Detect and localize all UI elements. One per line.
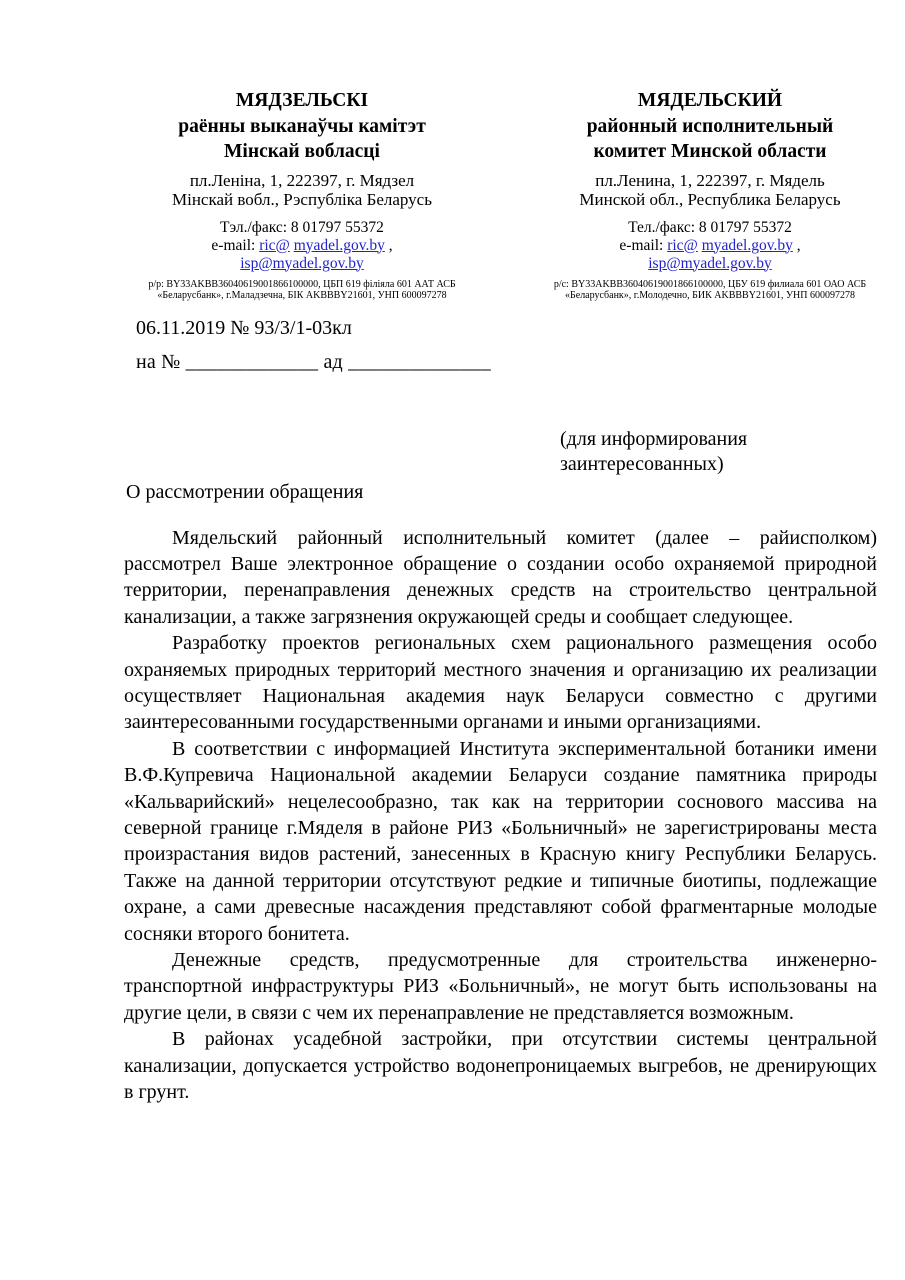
reply-reference-line: на № _____________ ад ______________ <box>136 350 491 373</box>
email-link-isp[interactable]: isp@myadel.gov.by <box>240 254 364 272</box>
email-link-ric[interactable]: ric@ <box>259 236 290 254</box>
org-name-line1: МЯДЕЛЬСКИЙ <box>637 90 783 111</box>
email-label: e-mail: <box>211 236 260 254</box>
bank-line2: «Беларусбанк», г.Маладзечна, БІК AKBBBY21601, УНП 600097278 <box>157 290 447 301</box>
letterhead-belarusian <box>98 88 506 302</box>
address-line1: пл.Леніна, 1, 222397, г. Мядзел <box>189 170 415 190</box>
email-label: e-mail: <box>619 236 668 254</box>
email-line <box>98 237 506 254</box>
email-comma: , <box>792 236 801 254</box>
org-name-line1: МЯДЗЕЛЬСКІ <box>235 90 369 111</box>
email-line <box>520 237 900 254</box>
bank-details-by <box>98 279 506 302</box>
addressee-note-line1: (для информирования <box>560 427 748 450</box>
org-name-line3: комитет Минской области <box>593 141 827 162</box>
subject-line: О рассмотрении обращения <box>126 480 364 503</box>
org-name-line2: раённы выканаўчы камітэт <box>178 115 426 137</box>
phone-line: Тэл./факс: 8 01797 55372 <box>220 218 384 236</box>
org-contact-ru <box>520 219 900 272</box>
letterhead <box>0 88 905 302</box>
addressee-note-line2: заинтересованных) <box>560 453 724 475</box>
org-name-line3: Мінскай вобласці <box>224 141 380 162</box>
reference-block <box>136 315 905 375</box>
letter-body <box>124 525 877 1106</box>
body-paragraph: В соответствии с информацией Института экспериментальной ботаники имени В.Ф.Купревича Национальной академии Беларуси создание памятника природы «Кальварийский» нецелесообразно, так как на территории соснового массива на северной границе г.Мяделя в районе РИЗ «Больничный» не зарегистрированы места произрастания видов растений, занесенных в Красную книгу Республики Беларусь. Также на данной территории отсутствуют редкие и типичные биотипы, подлежащие охране, а сами древесные насаждения представляют собой фрагментарные молодые сосняки второго бонитета. <box>124 737 877 945</box>
addressee-note <box>560 427 905 478</box>
bank-line1: р/с: BY33AKBB36040619001866100000, ЦБУ 619 филиала 601 ОАО АСБ <box>553 278 867 290</box>
org-contact-by <box>98 219 506 272</box>
org-name-by <box>98 88 506 165</box>
org-address-by <box>98 171 506 210</box>
address-line2: Мінскай вобл., Рэспубліка Беларусь <box>172 190 432 209</box>
email-link-domain[interactable]: myadel.gov.by <box>701 236 793 254</box>
email-link-ric[interactable]: ric@ <box>667 236 698 254</box>
org-address-ru <box>520 171 900 210</box>
bank-details-ru <box>520 279 900 302</box>
email-line2 <box>520 255 900 272</box>
bank-line2: «Беларусбанк», г.Молодечно, БИК AKBBBY21601, УНП 600097278 <box>565 290 855 301</box>
address-line1: пл.Ленина, 1, 222397, г. Мядель <box>595 170 825 190</box>
bank-line1: р/р: BY33AKBB36040619001866100000, ЦБП 619 філіяла 601 ААТ АСБ <box>148 278 456 290</box>
address-line2: Минской обл., Республика Беларусь <box>579 190 841 209</box>
doc-date-number: 06.11.2019 № 93/3/1-03кл <box>136 316 352 339</box>
body-paragraph: Разработку проектов региональных схем рационального размещения особо охраняемых природных территорий местного значения и организацию их реализации осуществляет Национальная академия наук Беларуси совместно с другими заинтересованными государственными органами и иными организациями. <box>124 632 877 734</box>
org-name-ru <box>520 88 900 165</box>
letterhead-russian <box>520 88 900 302</box>
email-line2 <box>98 255 506 272</box>
email-link-isp[interactable]: isp@myadel.gov.by <box>648 254 772 272</box>
body-paragraph: Денежные средств, предусмотренные для строительства инженерно-транспортной инфраструктуры РИЗ «Больничный», не могут быть использованы на другие цели, в связи с чем их перенаправление не представляется возможным. <box>124 949 877 1024</box>
org-name-line2: районный исполнительный <box>586 115 834 137</box>
body-paragraph: Мядельский районный исполнительный комитет (далее – райисполком) рассмотрел Ваше электронное обращение о создании особо охраняемой природной территории, перенаправления денежных средств на строительство центральной канализации, а также загрязнения окружающей среды и сообщает следующее. <box>124 526 877 628</box>
email-comma: , <box>384 236 393 254</box>
email-link-domain[interactable]: myadel.gov.by <box>293 236 385 254</box>
body-paragraph: В районах усадебной застройки, при отсутствии системы центральной канализации, допускается устройство водонепроницаемых выгребов, не дренирующих в грунт. <box>124 1028 877 1104</box>
phone-line: Тел./факс: 8 01797 55372 <box>628 218 792 236</box>
